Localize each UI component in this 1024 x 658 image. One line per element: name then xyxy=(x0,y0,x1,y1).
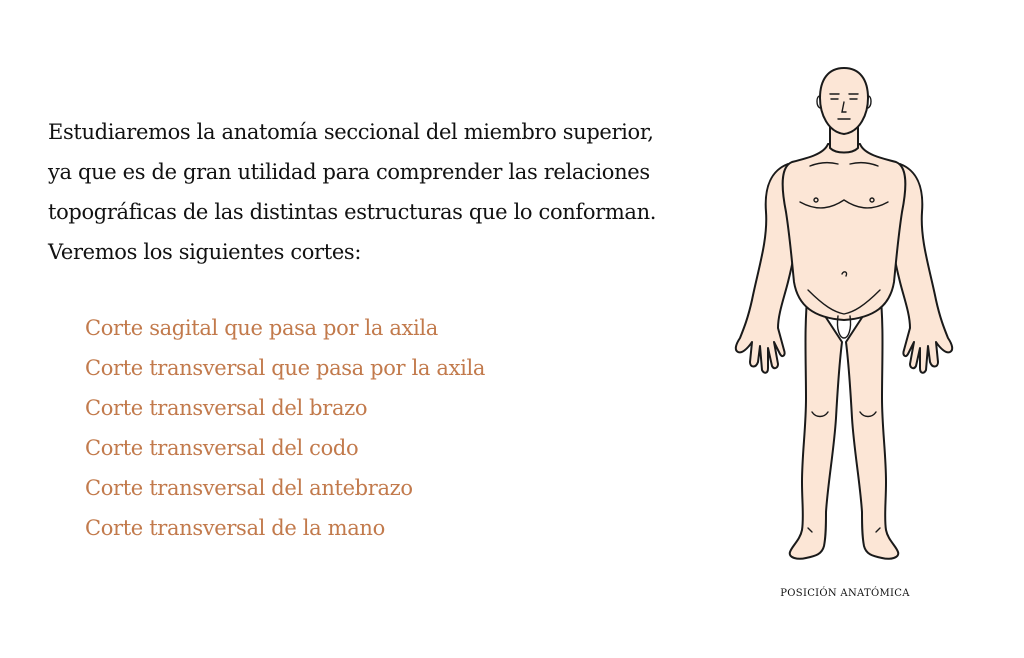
left-leg xyxy=(790,290,842,559)
head xyxy=(820,68,868,134)
link-transverse-arm[interactable]: Corte transversal del brazo xyxy=(85,396,368,420)
right-leg xyxy=(846,290,898,559)
intro-line: Veremos los siguientes cortes: xyxy=(48,240,362,264)
link-sagittal-axilla[interactable]: Corte sagital que pasa por la axila xyxy=(85,316,438,340)
link-transverse-hand[interactable]: Corte transversal de la mano xyxy=(85,516,385,540)
link-transverse-elbow[interactable]: Corte transversal del codo xyxy=(85,436,359,460)
intro-line: Estudiaremos la anatomía seccional del miembro superior, xyxy=(48,120,654,144)
intro-line: topográficas de las distintas estructuras que lo conforman. xyxy=(48,200,657,224)
section-link-list xyxy=(85,308,485,548)
torso xyxy=(783,144,906,320)
anatomical-figure xyxy=(728,62,960,574)
figure-caption: POSICIÓN ANATÓMICA xyxy=(780,588,910,599)
intro-line: ya que es de gran utilidad para comprender las relaciones xyxy=(48,160,650,184)
intro-paragraph xyxy=(48,112,688,272)
link-transverse-axilla[interactable]: Corte transversal que pasa por la axila xyxy=(85,356,485,380)
human-body-illustration xyxy=(728,62,960,574)
link-transverse-forearm[interactable]: Corte transversal del antebrazo xyxy=(85,476,413,500)
